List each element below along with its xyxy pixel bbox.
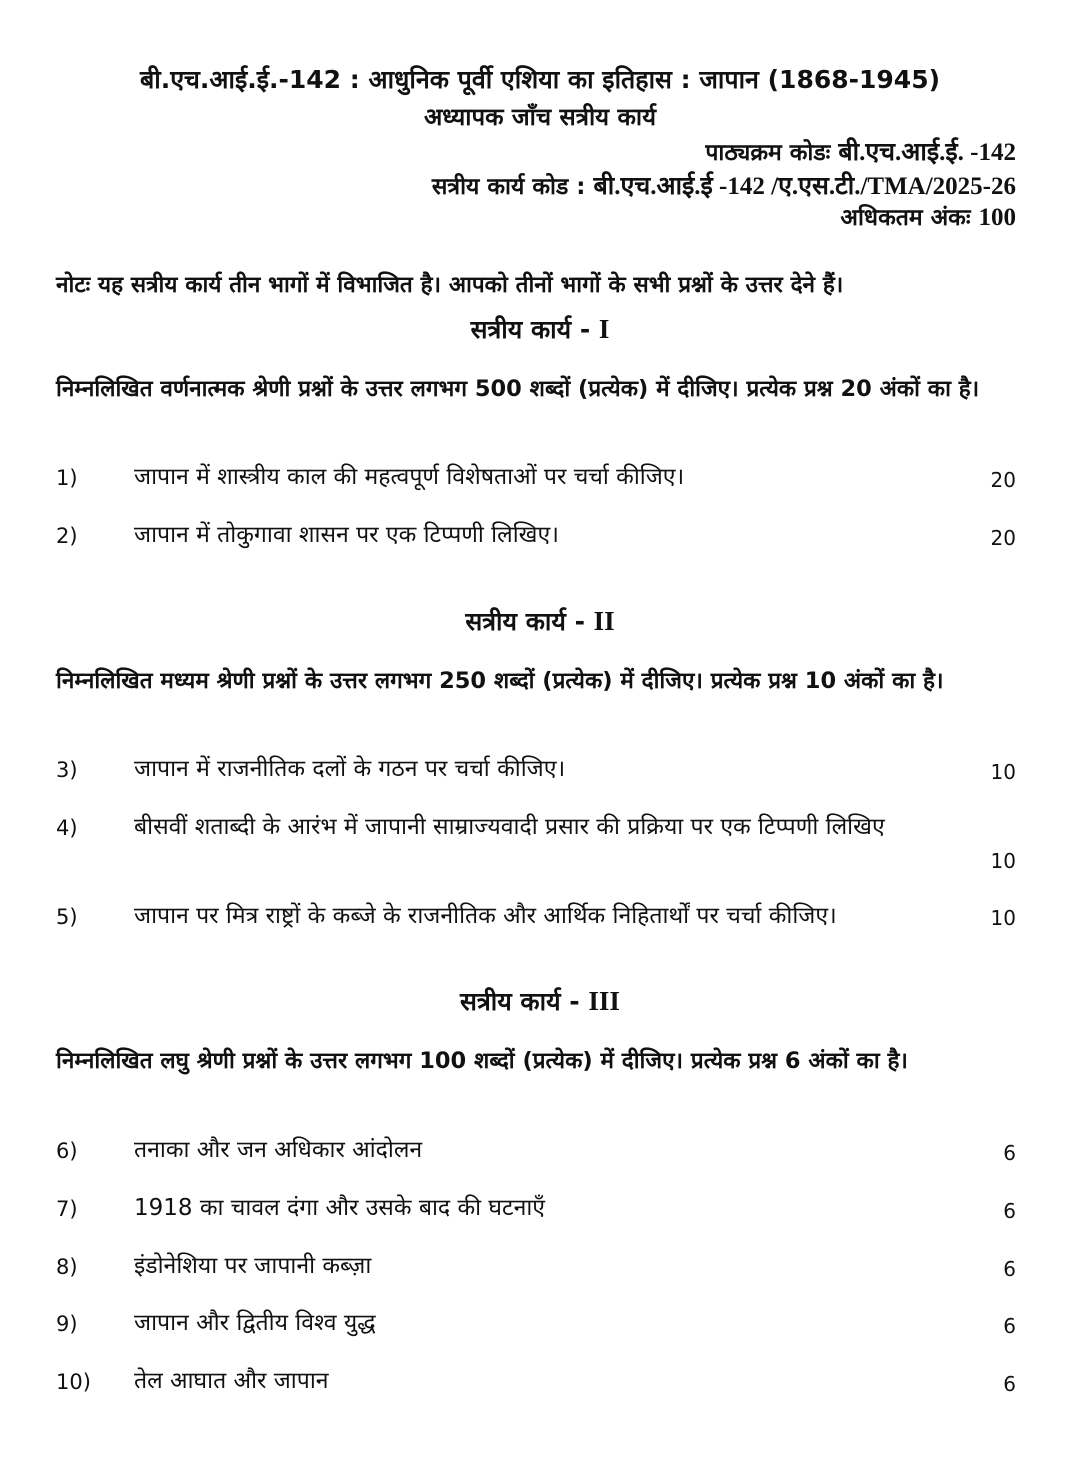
question-text: जापान और द्वितीय विश्व युद्ध — [134, 1310, 376, 1336]
question-number: 8) — [56, 1255, 78, 1279]
question-number: 3) — [56, 758, 78, 782]
question-text: तनाका और जन अधिकार आंदोलन — [134, 1137, 423, 1163]
document-subtitle: अध्यापक जाँच सत्रीय कार्य — [423, 103, 657, 131]
section-heading-prefix: सत्रीय कार्य - — [465, 607, 585, 636]
section-heading-2 — [0, 604, 1080, 638]
question-text: इंडोनेशिया पर जापानी कब्ज़ा — [134, 1253, 372, 1279]
question-text: जापान में शास्त्रीय काल की महत्वपूर्ण विशेषताओं पर चर्चा कीजिए। — [134, 464, 685, 490]
question-number: 5) — [56, 905, 78, 929]
question-text: बीसवीं शताब्दी के आरंभ में जापानी साम्राज्यवादी प्रसार की प्रक्रिया पर एक टिप्पणी लिखिए — [134, 814, 885, 840]
question-text: जापान में तोकुगावा शासन पर एक टिप्पणी लिखिए। — [134, 522, 559, 548]
document-title: बी.एच.आई.ई.-142 : आधुनिक पूर्वी एशिया का इतिहास : जापान (1868-1945) — [139, 65, 941, 94]
question-marks: 6 — [1003, 1257, 1016, 1281]
question-marks: 6 — [1003, 1314, 1016, 1338]
question-marks: 20 — [990, 526, 1016, 550]
question-text: जापान पर मित्र राष्ट्रों के कब्जे के राजनीतिक और आर्थिक निहितार्थों पर चर्चा कीजिए। — [134, 903, 837, 929]
question-marks: 6 — [1003, 1372, 1016, 1396]
section-heading-prefix: सत्रीय कार्य - — [460, 987, 580, 1016]
course-code-label: पाठ्यक्रम कोडः — [705, 140, 831, 166]
section-instruction-1: निम्नलिखित वर्णनात्मक श्रेणी प्रश्नों के उत्तर लगभग 500 शब्दों (प्रत्येक) में दीजिए। प्रत्येक प्रश्न 20 अंकों का है। — [56, 376, 980, 402]
section-instruction-3: निम्नलिखित लघु श्रेणी प्रश्नों के उत्तर लगभग 100 शब्दों (प्रत्येक) में दीजिए। प्रत्येक प्रश्न 6 अंकों का है। — [56, 1048, 908, 1074]
question-text: तेल आघात और जापान — [134, 1368, 329, 1394]
section-heading-roman: I — [598, 314, 610, 344]
question-marks: 20 — [990, 468, 1016, 492]
section-heading-1 — [0, 312, 1080, 346]
question-marks: 10 — [990, 906, 1016, 930]
question-number: 2) — [56, 524, 78, 548]
general-note: नोटः यह सत्रीय कार्य तीन भागों में विभाजित है। आपको तीनों भागों के सभी प्रश्नों के उत्तर देने हैं। — [56, 272, 844, 298]
question-marks: 10 — [990, 849, 1016, 873]
max-marks-value: 100 — [978, 204, 1016, 231]
question-text: जापान में राजनीतिक दलों के गठन पर चर्चा कीजिए। — [134, 756, 566, 782]
section-heading-prefix: सत्रीय कार्य - — [470, 315, 591, 344]
assignment-code-value: बी.एच.आई.ई -142 /ए.एस.टी./TMA/2025-26 — [593, 173, 1016, 200]
question-text: 1918 का चावल दंगा और उसके बाद की घटनाएँ — [134, 1195, 546, 1221]
section-heading-roman: II — [593, 606, 615, 636]
question-marks: 10 — [990, 760, 1016, 784]
section-instruction-2: निम्नलिखित मध्यम श्रेणी प्रश्नों के उत्तर लगभग 250 शब्दों (प्रत्येक) में दीजिए। प्रत्येक प्रश्न 10 अंकों का है। — [56, 668, 944, 694]
section-heading-3 — [0, 984, 1080, 1018]
question-marks: 6 — [1003, 1141, 1016, 1165]
question-number: 9) — [56, 1312, 78, 1336]
course-code-line — [705, 134, 1016, 168]
question-number: 7) — [56, 1197, 78, 1221]
question-number: 10) — [56, 1370, 91, 1394]
question-marks: 6 — [1003, 1199, 1016, 1223]
max-marks-label: अधिकतम अंकः — [840, 205, 971, 231]
question-number: 6) — [56, 1139, 78, 1163]
assignment-code-line — [432, 168, 1016, 202]
question-number: 1) — [56, 466, 78, 490]
question-number: 4) — [56, 816, 78, 840]
section-heading-roman: III — [588, 986, 620, 1016]
max-marks-line — [840, 200, 1016, 232]
course-code-value: बी.एच.आई.ई. -142 — [838, 139, 1016, 166]
assignment-code-label: सत्रीय कार्य कोड : — [431, 174, 586, 200]
